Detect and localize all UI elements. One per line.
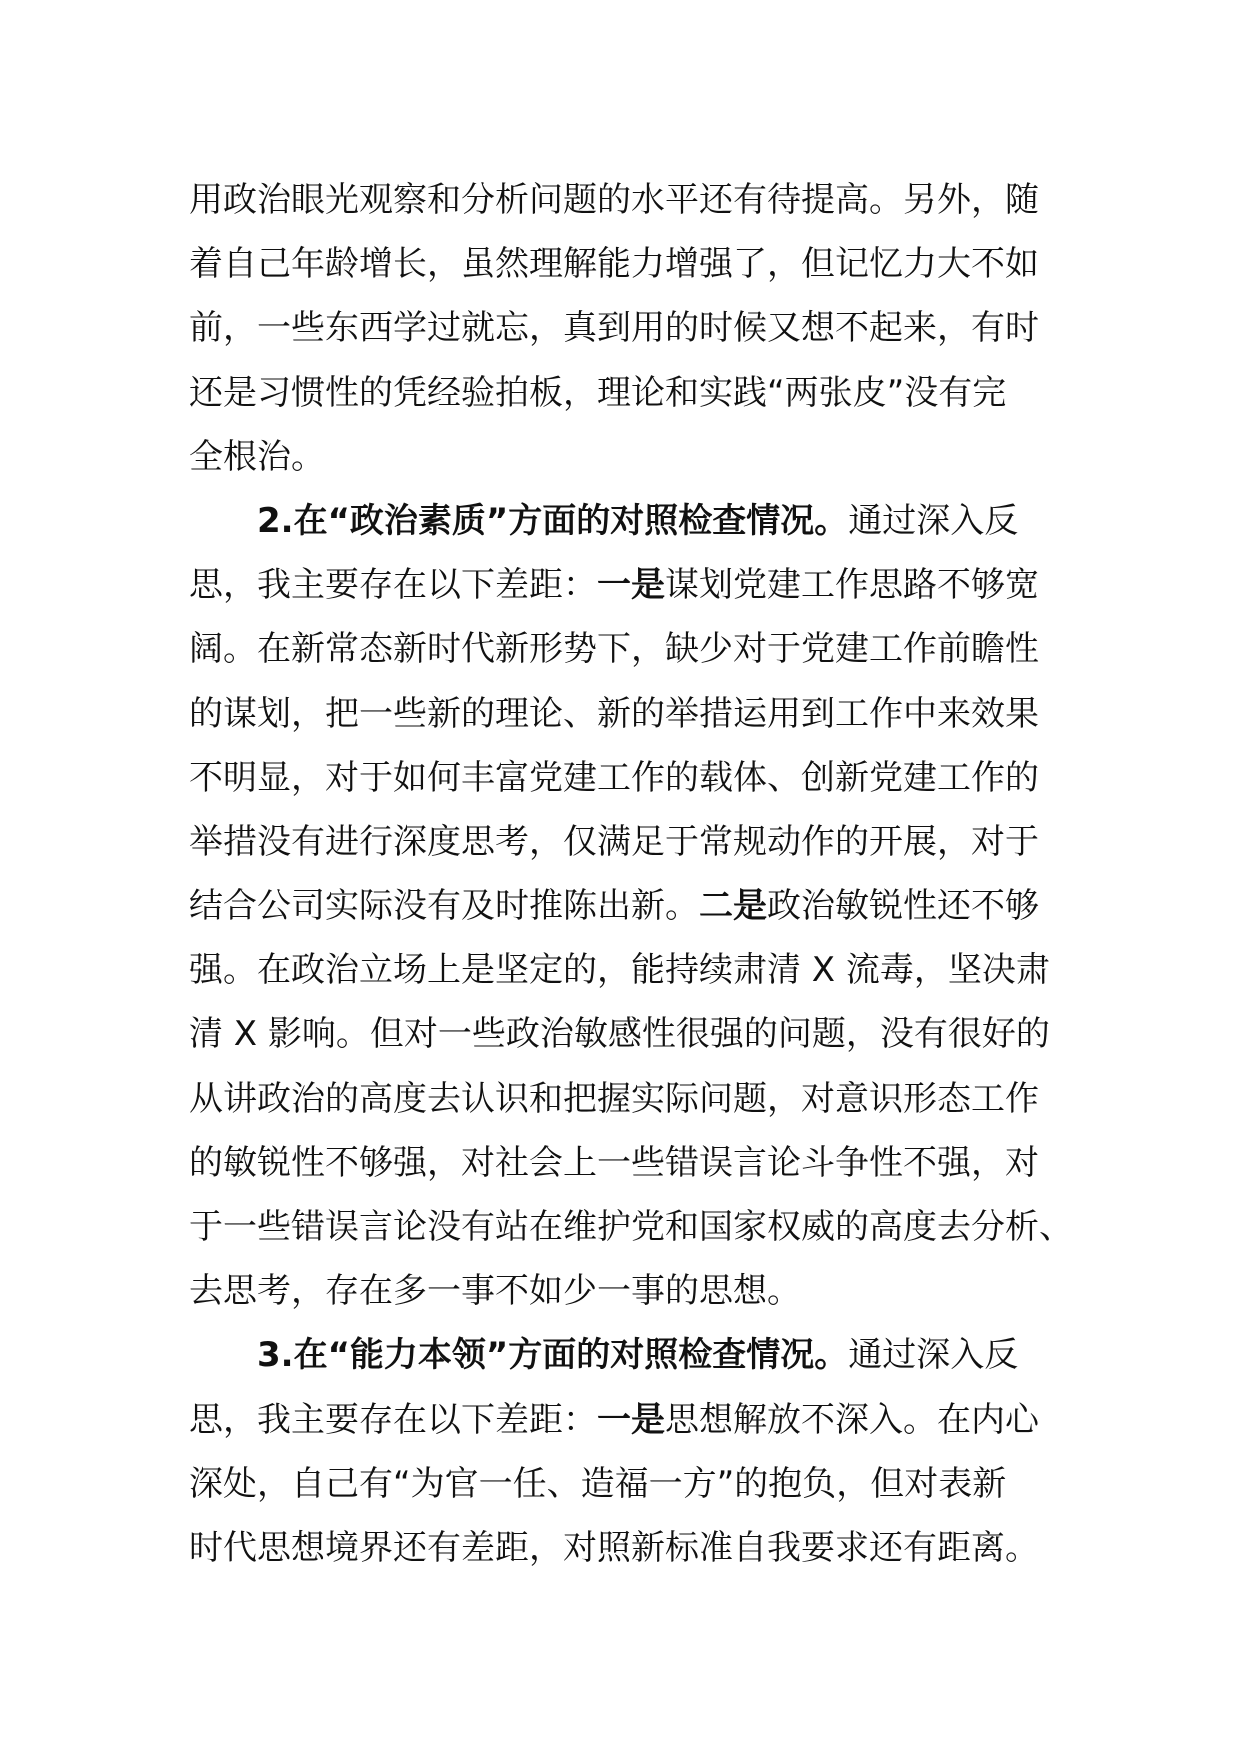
text-line: 举措没有进行深度思考，仅满足于常规动作的开展，对于 bbox=[189, 821, 1039, 862]
paragraph-3-first-line bbox=[189, 1323, 1059, 1387]
text-line: 不明显，对于如何丰富党建工作的载体、创新党建工作的 bbox=[189, 757, 1039, 798]
point-label: 一是 bbox=[597, 565, 665, 606]
paragraph-3-heading: 3.在“能力本领”方面的对照检查情况。 bbox=[257, 1335, 849, 1376]
text-line: 于一些错误言论没有站在维护党和国家权威的高度去分析、 bbox=[189, 1207, 1073, 1247]
text-line bbox=[189, 553, 1059, 617]
text-line bbox=[189, 874, 1059, 938]
text-line: 去思考，存在多一事不如少一事的思想。 bbox=[189, 1271, 801, 1312]
text-line: 前，一些东西学过就忘，真到用的时候又想不起来，有时 bbox=[189, 308, 1039, 349]
text-line: 还是习惯性的凭经验拍板，理论和实践“两张皮”没有完 bbox=[189, 372, 1007, 413]
document-body bbox=[189, 168, 1073, 1580]
text-span: 结合公司实际没有及时推陈出新。 bbox=[189, 886, 699, 927]
point-label: 二是 bbox=[699, 886, 767, 927]
text-span: 通过深入反 bbox=[848, 1335, 1019, 1376]
text-line: 阔。在新常态新时代新形势下，缺少对于党建工作前瞻性 bbox=[189, 629, 1039, 670]
text-line: 深处，自己有“为官一任、造福一方”的抱负，但对表新 bbox=[189, 1463, 1007, 1504]
text-line bbox=[189, 1388, 1059, 1452]
point-label: 一是 bbox=[597, 1399, 665, 1440]
paragraph-2-heading: 2.在“政治素质”方面的对照检查情况。 bbox=[257, 500, 849, 541]
text-line: 清 X 影响。但对一些政治敏感性很强的问题，没有很好的 bbox=[189, 1014, 1050, 1055]
text-line: 着自己年龄增长，虽然理解能力增强了，但记忆力大不如 bbox=[189, 244, 1039, 285]
text-span: 思，我主要存在以下差距： bbox=[189, 1399, 597, 1440]
text-span: 思，我主要存在以下差距： bbox=[189, 565, 597, 606]
text-span: 政治敏锐性还不够 bbox=[767, 886, 1039, 927]
text-line: 的谋划，把一些新的理论、新的举措运用到工作中来效果 bbox=[189, 693, 1039, 734]
paragraph-2-first-line bbox=[189, 489, 1059, 553]
text-span: 谋划党建工作思路不够宽 bbox=[665, 565, 1039, 606]
text-line: 时代思想境界还有差距，对照新标准自我要求还有距离。 bbox=[189, 1527, 1039, 1568]
text-line: 用政治眼光观察和分析问题的水平还有待提高。另外，随 bbox=[189, 180, 1039, 220]
text-line: 强。在政治立场上是坚定的，能持续肃清 X 流毒，坚决肃 bbox=[189, 950, 1050, 991]
text-line: 的敏锐性不够强，对社会上一些错误言论斗争性不强，对 bbox=[189, 1142, 1039, 1183]
text-line: 全根治。 bbox=[189, 436, 325, 477]
text-span: 通过深入反 bbox=[848, 500, 1019, 541]
text-line: 从讲政治的高度去认识和把握实际问题，对意识形态工作 bbox=[189, 1078, 1039, 1119]
text-span: 思想解放不深入。在内心 bbox=[665, 1399, 1039, 1440]
